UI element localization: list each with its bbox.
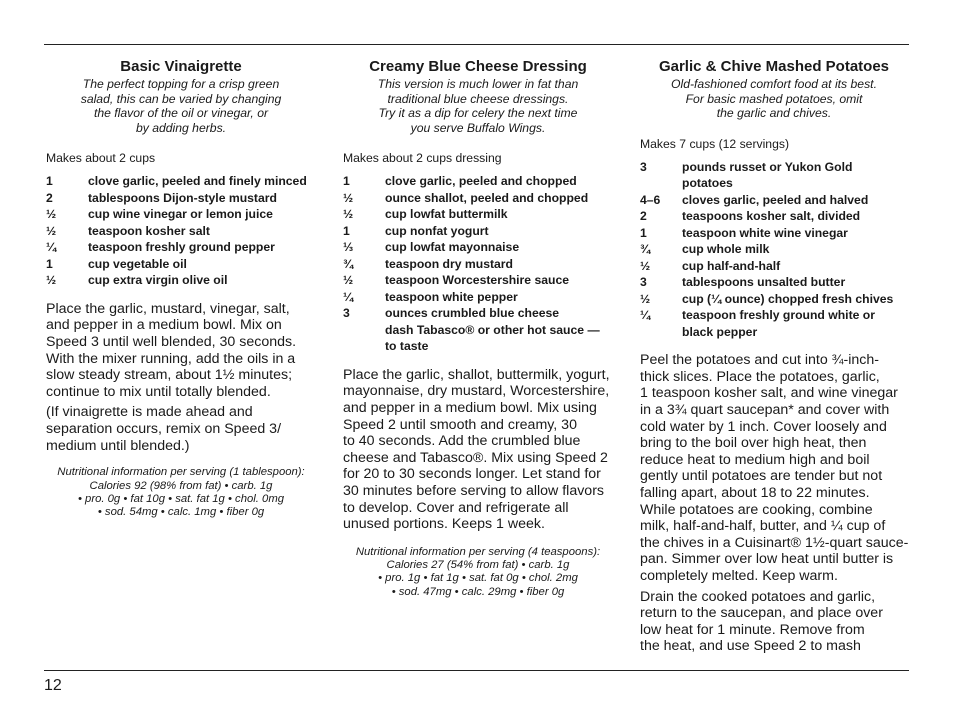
ingredient-text: teaspoon white pepper [385, 289, 518, 304]
intro-line: by adding herbs. [135, 120, 227, 135]
yield-text: Makes 7 cups (12 servings) [640, 136, 790, 151]
ingredient-text: teaspoon dry mustard [385, 256, 513, 271]
body-line: the chives in a Cuisinart® 1½-quart sauce- [640, 534, 909, 551]
ingredient-row [640, 208, 908, 225]
ingredient-row [46, 206, 316, 223]
intro-line: The perfect topping for a crisp green [82, 77, 280, 91]
ingredient-text: ounce shallot, peeled and chopped [385, 190, 589, 205]
ingredient-row [343, 223, 613, 240]
ingredient-row [343, 256, 613, 273]
body-line: cheese and Tabasco®. Mix using Speed 2 [343, 449, 608, 466]
ingredient-qty: 2 [640, 209, 647, 224]
ingredient-text: teaspoon freshly ground white or [682, 308, 875, 323]
recipe-title: Garlic & Chive Mashed Potatoes [658, 58, 890, 75]
ingredient-text: tablespoons Dijon-style mustard [88, 190, 277, 205]
ingredient-row [640, 159, 908, 192]
ingredient-qty: 4–6 [640, 192, 661, 207]
ingredient-row [343, 289, 613, 306]
body-line: Place the garlic, shallot, buttermilk, yogurt, [343, 366, 610, 383]
intro-line: you serve Buffalo Wings. [410, 120, 546, 135]
body-line: Peel the potatoes and cut into ¾-inch- [640, 352, 879, 369]
ingredient-text: clove garlic, peeled and chopped [385, 174, 577, 189]
ingredient-row [46, 173, 316, 190]
nutrition-line: • pro. 1g • fat 1g • sat. fat 0g • chol. 2mg [378, 572, 578, 585]
recipe-intro [343, 77, 613, 135]
ingredient-row [46, 256, 316, 273]
bottom-rule [44, 670, 909, 671]
recipe-title: Basic Vinaigrette [120, 58, 242, 75]
recipe-basic-vinaigrette [46, 58, 316, 519]
ingredient-row [343, 206, 613, 223]
yield-text: Makes about 2 cups [46, 151, 156, 166]
body-line: Speed 3 until well blended, 30 seconds. [46, 334, 297, 351]
ingredient-text: black pepper [682, 324, 758, 339]
body-line: unused portions. Keeps 1 week. [343, 516, 545, 533]
ingredient-qty: ½ [343, 273, 354, 288]
intro-line: traditional blue cheese dressings. [387, 91, 569, 106]
ingredient-text: tablespoons unsalted butter [682, 275, 846, 290]
ingredient-row [640, 274, 908, 291]
nutrition-info [46, 466, 316, 519]
body-line: 30 minutes before serving to allow flavors [343, 483, 605, 500]
ingredient-text: potatoes [682, 176, 733, 191]
body-line: Place the garlic, mustard, vinegar, salt, [46, 300, 290, 317]
ingredient-text: cup lowfat mayonnaise [385, 240, 520, 255]
body-line: Drain the cooked potatoes and garlic, [640, 588, 876, 605]
body-line: cold water by 1 inch. Cover loosely and [640, 418, 887, 435]
ingredient-qty: 1 [343, 174, 350, 189]
ingredient-text: clove garlic, peeled and finely minced [88, 174, 307, 189]
ingredient-row [46, 223, 316, 240]
ingredient-text: teaspoon white wine vinegar [682, 225, 848, 240]
body-line: return to the saucepan, and place over [640, 605, 883, 622]
ingredient-qty: 3 [640, 275, 647, 290]
method-paragraph [46, 301, 316, 401]
ingredient-text: pounds russet or Yukon Gold [682, 159, 853, 174]
ingredient-row [343, 190, 613, 207]
nutrition-line: • pro. 0g • fat 10g • sat. fat 1g • chol. 0mg [77, 492, 285, 505]
ingredient-text: teaspoon kosher salt [88, 223, 210, 238]
body-line: to develop. Cover and refrigerate all [343, 499, 569, 516]
intro-line: For basic mashed potatoes, omit [685, 91, 863, 106]
ingredient-list [343, 173, 613, 355]
ingredient-qty: ½ [46, 223, 57, 238]
body-line: gently until potatoes are tender but not [640, 468, 883, 485]
intro-line: salad, this can be varied by changing [80, 91, 282, 106]
body-line: to 40 seconds. Add the crumbled blue [343, 433, 581, 450]
recipe-title: Creamy Blue Cheese Dressing [369, 58, 587, 75]
ingredient-row [640, 307, 908, 340]
ingredient-list [640, 159, 908, 341]
ingredient-row [343, 305, 613, 355]
recipe-creamy-blue-cheese-dressing [343, 58, 613, 599]
body-line: in a 3¾ quart saucepan* and cover with [640, 402, 890, 419]
body-line: Speed 2 until smooth and creamy, 30 [343, 416, 577, 433]
body-line: mayonnaise, dry mustard, Worcestershire, [343, 383, 610, 400]
method-paragraph [46, 404, 316, 454]
method-paragraph [640, 352, 908, 584]
ingredient-row [640, 225, 908, 242]
nutrition-line: • sod. 47mg • calc. 29mg • fiber 0g [391, 585, 565, 598]
body-line: the heat, and use Speed 2 to mash [640, 638, 861, 655]
ingredient-row [46, 272, 316, 289]
body-line: slow steady stream, about 1½ minutes; [46, 367, 293, 384]
ingredient-qty: 1 [46, 256, 53, 271]
recipe-intro [640, 77, 908, 121]
ingredient-list [46, 173, 316, 289]
body-line: With the mixer running, add the oils in a [46, 350, 296, 367]
yield-text: Makes about 2 cups dressing [343, 151, 502, 166]
nutrition-line: Calories 27 (54% from fat) • carb. 1g [386, 559, 570, 572]
body-line: reduce heat to medium high and boil [640, 451, 870, 468]
ingredient-qty: 2 [46, 190, 53, 205]
nutrition-line: Calories 92 (98% from fat) • carb. 1g [89, 479, 273, 492]
intro-line: Old-fashioned comfort food at its best. [671, 77, 877, 91]
ingredient-qty: ¾ [343, 256, 354, 271]
ingredient-text: cup lowfat buttermilk [385, 207, 508, 222]
ingredient-text: cup half-and-half [682, 258, 781, 273]
recipe-garlic-chive-mashed-potatoes [640, 58, 908, 655]
method-paragraph [640, 589, 908, 655]
ingredient-qty: 1 [343, 223, 350, 238]
nutrition-line: • sod. 54mg • calc. 1mg • fiber 0g [97, 506, 265, 519]
body-line: medium until blended.) [46, 437, 190, 454]
ingredient-text: cup vegetable oil [88, 256, 187, 271]
ingredient-qty: ½ [46, 207, 57, 222]
ingredient-qty: ⅓ [343, 240, 354, 255]
ingredient-row [343, 239, 613, 256]
ingredient-text: cup nonfat yogurt [385, 223, 489, 238]
intro-line: This version is much lower in fat than [377, 77, 579, 91]
body-line: completely melted. Keep warm. [640, 568, 838, 584]
ingredient-text: cup wine vinegar or lemon juice [88, 207, 273, 222]
body-line: and pepper in a medium bowl. Mix on [46, 317, 282, 334]
recipe-intro [46, 77, 316, 135]
ingredient-row [46, 190, 316, 207]
ingredient-text: cup whole milk [682, 242, 770, 257]
body-line: for 20 to 30 seconds longer. Let stand for [343, 466, 601, 483]
ingredient-text: to taste [385, 339, 429, 354]
nutrition-line: Nutritional information per serving (1 tablespoon): [57, 466, 305, 479]
ingredient-text: ounces crumbled blue cheese [385, 306, 560, 321]
body-line: bring to the boil over high heat, then [640, 435, 867, 452]
ingredient-row [640, 258, 908, 275]
ingredient-qty: ¼ [343, 289, 354, 304]
body-line: milk, half-and-half, butter, and ¼ cup of [640, 518, 886, 535]
body-line: and pepper in a medium bowl. Mix using [343, 400, 597, 417]
ingredient-row [640, 241, 908, 258]
ingredient-text: cloves garlic, peeled and halved [682, 192, 869, 207]
ingredient-qty: ¼ [46, 240, 57, 255]
nutrition-info [343, 546, 613, 599]
intro-line: the flavor of the oil or vinegar, or [93, 106, 269, 121]
nutrition-line: Nutritional information per serving (4 teaspoons): [355, 545, 601, 558]
ingredient-qty: ½ [640, 291, 651, 306]
ingredient-text: dash Tabasco® or other hot sauce — [385, 322, 600, 337]
body-line: pan. Simmer over low heat until butter is [640, 551, 894, 568]
body-line: falling apart, about 18 to 22 minutes. [640, 485, 870, 502]
ingredient-qty: 1 [46, 174, 53, 189]
ingredient-row [640, 192, 908, 209]
ingredient-qty: ¼ [640, 308, 651, 323]
ingredient-row [640, 291, 908, 308]
ingredient-row [343, 173, 613, 190]
ingredient-qty: ½ [46, 273, 57, 288]
ingredient-qty: 3 [640, 159, 647, 174]
method-paragraph [343, 367, 613, 533]
ingredient-text: teaspoon Worcestershire sauce [385, 273, 570, 288]
ingredient-qty: ½ [343, 190, 354, 205]
ingredient-text: teaspoon freshly ground pepper [88, 240, 275, 255]
ingredient-qty: ½ [343, 207, 354, 222]
ingredient-qty: ¾ [640, 242, 651, 257]
body-line: 1 teaspoon kosher salt, and wine vinegar [640, 385, 898, 402]
ingredient-qty: 1 [640, 225, 647, 240]
body-line: (If vinaigrette is made ahead and [46, 404, 253, 421]
intro-line: the garlic and chives. [716, 106, 832, 121]
ingredient-qty: ½ [640, 258, 651, 273]
body-line: low heat for 1 minute. Remove from [640, 621, 865, 638]
ingredient-text: cup extra virgin olive oil [88, 273, 228, 288]
body-line: thick slices. Place the potatoes, garlic, [640, 368, 880, 385]
body-line: continue to mix until totally blended. [46, 383, 271, 400]
ingredient-qty: 3 [343, 306, 350, 321]
intro-line: Try it as a dip for celery the next time [378, 106, 578, 121]
ingredient-text: teaspoons kosher salt, divided [682, 209, 861, 224]
ingredient-row [343, 272, 613, 289]
top-rule [44, 44, 909, 45]
ingredient-row [46, 239, 316, 256]
ingredient-text: cup (¼ ounce) chopped fresh chives [682, 291, 894, 306]
page-number: 12 [44, 677, 62, 694]
body-line: While potatoes are cooking, combine [640, 501, 873, 518]
body-line: separation occurs, remix on Speed 3/ [46, 421, 282, 438]
